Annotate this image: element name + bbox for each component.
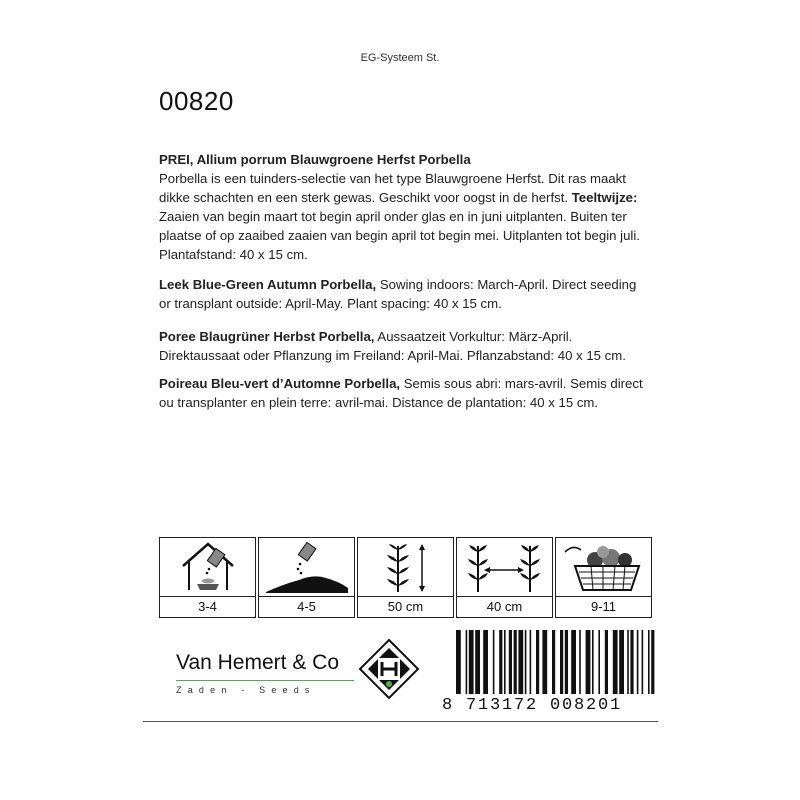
plant-height-value: 50 cm	[387, 599, 424, 614]
dutch-body-2: Zaaien van begin maart tot begin april onder glas en in juni uitplanten. Buiten ter plaatse of op zaaibed zaaien van begin april tot begin mei. Uitplanten tot begin juli. Plantafstand: 40 x 15 cm.	[159, 209, 640, 262]
dutch-title: PREI, Allium porrum Blauwgroene Herfst Porbella	[159, 152, 471, 167]
barcode-bar	[648, 630, 650, 694]
barcode-number: 8 713172 008201	[442, 696, 623, 715]
barcode-bar	[525, 630, 527, 694]
barcode-bar	[518, 630, 523, 694]
icon-cell-greenhouse	[159, 537, 256, 618]
french-body: Semis sous abri: mars-avril. Semis direct ou transplanter en plein terre: avril-mai. Distance de plantation: 40 x 15 cm.	[159, 376, 643, 410]
barcode-bar	[483, 630, 488, 694]
barcode-bar	[627, 630, 629, 694]
barcode-bar	[509, 630, 512, 694]
brand-underline	[176, 680, 354, 681]
barcode-bar	[579, 630, 581, 694]
english-title: Leek Blue-Green Autumn Porbella,	[159, 277, 377, 292]
barcode	[456, 630, 656, 699]
harvest-basket-icon	[561, 540, 647, 594]
plant-spacing-value: 40 cm	[486, 599, 523, 614]
barcode-bar	[571, 630, 576, 694]
barcode-bar	[619, 630, 624, 694]
bottom-divider	[143, 721, 658, 722]
barcode-bar	[637, 630, 639, 694]
barcode-bar	[493, 630, 495, 694]
sowing-outdoor-months: 4-5	[297, 599, 316, 614]
barcode-bar	[565, 630, 568, 694]
barcode-bar	[592, 630, 594, 694]
barcode-bar	[552, 630, 555, 694]
dutch-description	[159, 150, 649, 264]
french-title: Poireau Bleu-vert d’Automne Porbella,	[159, 376, 401, 391]
english-body: Sowing indoors: March-April. Direct seeding or transplant outside: April-May. Plant spacing: 40 x 15 cm.	[159, 277, 637, 311]
french-description	[159, 374, 649, 412]
barcode-bar	[514, 630, 517, 694]
icon-cell-outdoor	[258, 537, 355, 618]
barcode-bar	[651, 630, 654, 694]
growing-icons-row	[159, 537, 653, 618]
barcode-bar	[605, 630, 608, 694]
barcode-bar	[642, 630, 644, 694]
german-title: Poree Blaugrüner Herbst Porbella,	[159, 329, 375, 344]
german-body: Aussaatzeit Vorkultur: März-April. Direktaussaat oder Pflanzung im Freiland: April-Mai. Pflanzabstand: 40 x 15 cm.	[159, 329, 626, 363]
plant-height-icon	[376, 540, 436, 594]
icon-cell-spacing	[456, 537, 553, 618]
dutch-method-label: Teeltwijze:	[571, 190, 638, 205]
barcode-bar	[542, 630, 547, 694]
dutch-body-1: Porbella is een tuinders-selectie van het type Blauwgroene Herfst. Dit ras maakt dikke schachten en een sterk gewas. Geschikt voor oogst in de herfst.	[159, 171, 626, 205]
barcode-bar	[630, 630, 633, 694]
barcode-bar	[598, 630, 600, 694]
harvest-months: 9-11	[590, 599, 617, 614]
brand-logo	[358, 638, 420, 705]
barcode-bar	[469, 630, 474, 694]
barcode-bar	[475, 630, 480, 694]
barcode-bar	[499, 630, 502, 694]
barcode-bar	[456, 630, 461, 694]
barcode-bars	[456, 630, 656, 694]
brand-tagline: Zaden - Seeds	[176, 685, 316, 695]
plant-spacing-icon	[462, 540, 548, 594]
barcode-bar	[613, 630, 618, 694]
greenhouse-sowing-icon	[173, 540, 243, 594]
barcode-bar	[504, 630, 506, 694]
german-description	[159, 327, 649, 365]
certification-label: EG-Systeem St.	[360, 52, 440, 64]
brand-name: Van Hemert & Co	[176, 651, 340, 674]
sowing-indoor-months: 3-4	[198, 599, 217, 614]
outdoor-sowing-icon	[264, 540, 350, 594]
barcode-bar	[466, 630, 468, 694]
barcode-bar	[560, 630, 563, 694]
english-description	[159, 275, 649, 313]
icon-cell-harvest	[555, 537, 652, 618]
barcode-bar	[530, 630, 532, 694]
van-hemert-logo-icon	[358, 638, 420, 700]
barcode-bar	[586, 630, 591, 694]
barcode-bar	[536, 630, 539, 694]
icon-cell-height	[357, 537, 454, 618]
product-code: 00820	[159, 86, 234, 116]
